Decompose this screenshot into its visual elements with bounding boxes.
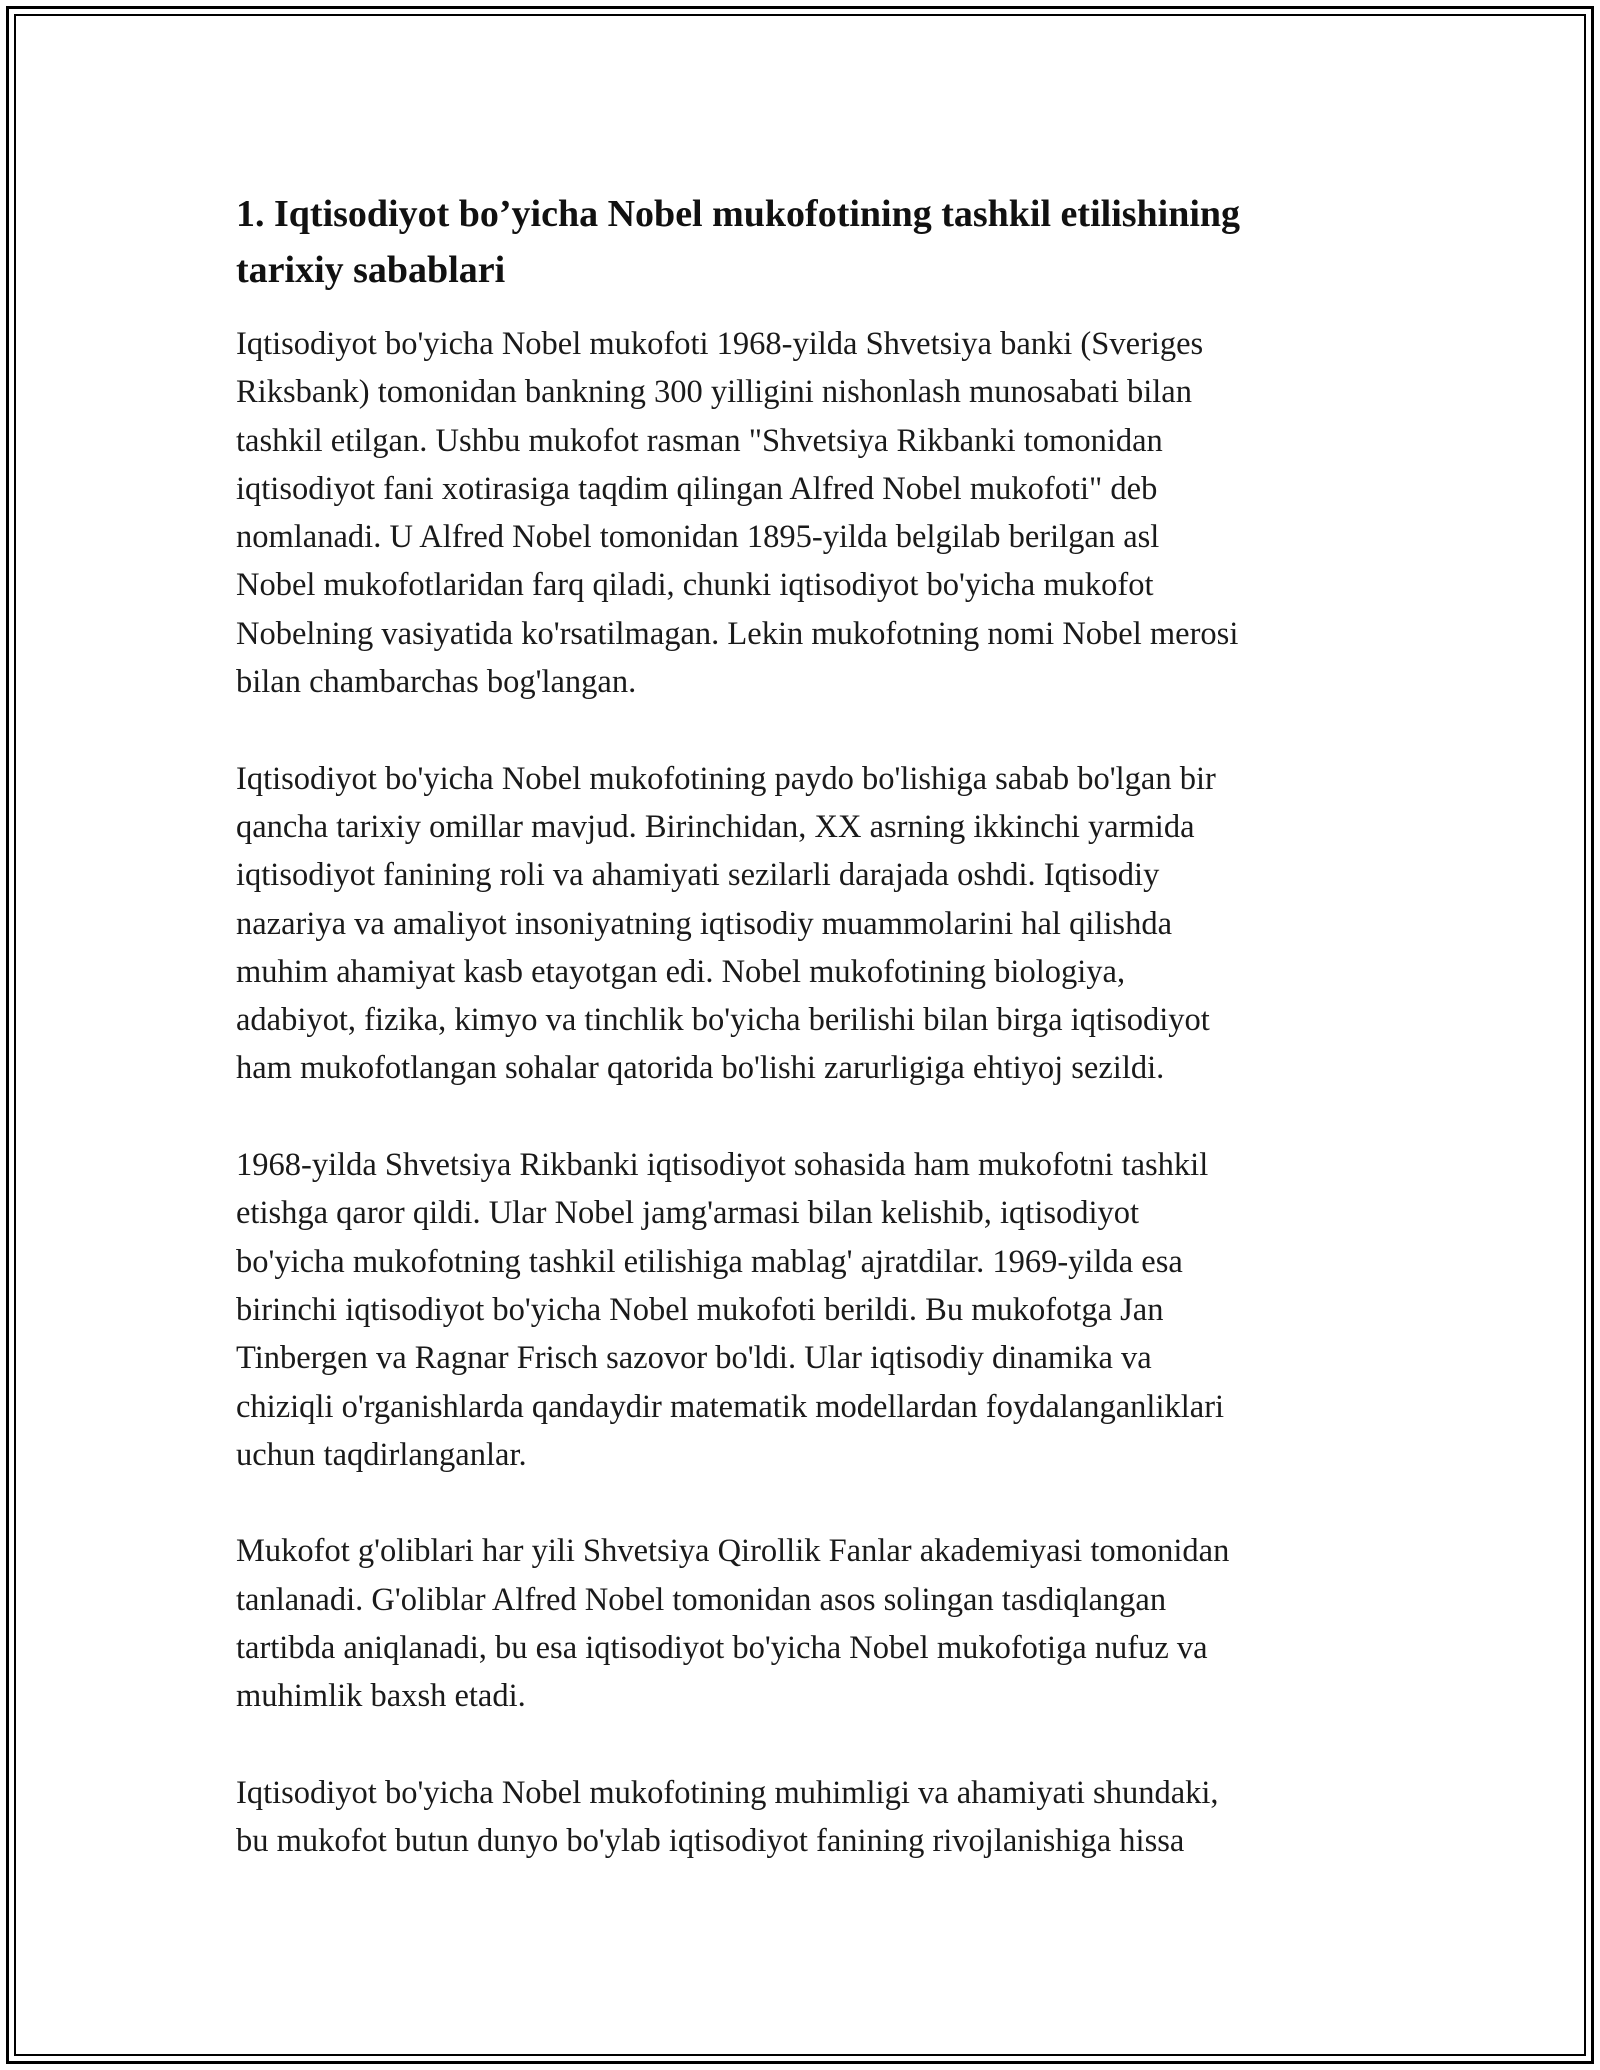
text-line: Nobelning vasiyatida ko'rsatilmagan. Lekin mukofotning nomi Nobel merosi (236, 615, 1239, 652)
text-line: Iqtisodiyot bo'yicha Nobel mukofotining paydo bo'lishiga sabab bo'lgan bir (236, 760, 1216, 797)
text-line: bu mukofot butun dunyo bo'ylab iqtisodiyot fanining rivojlanishiga hissa (236, 1823, 1185, 1860)
text-line: bo'yicha mukofotning tashkil etilishiga mablag' ajratdilar. 1969-yilda esa (236, 1243, 1183, 1280)
text-line: muhimlik baxsh etadi. (236, 1678, 526, 1715)
text-line: Iqtisodiyot bo'yicha Nobel mukofotining muhimligi va ahamiyati shundaki, (236, 1774, 1219, 1811)
text-line: birinchi iqtisodiyot bo'yicha Nobel mukofoti berildi. Bu mukofotga Jan (236, 1291, 1164, 1328)
paragraph-2 (236, 755, 1386, 1093)
paragraph-5 (236, 1769, 1386, 1866)
text-line: adabiyot, fizika, kimyo va tinchlik bo'yicha berilishi bilan birga iqtisodiyot (236, 1002, 1210, 1039)
text-line: uchun taqdirlanganlar. (236, 1436, 527, 1473)
text-line: nomlanadi. U Alfred Nobel tomonidan 1895-yilda belgilab berilgan asl (236, 519, 1160, 556)
text-line: iqtisodiyot fanining roli va ahamiyati sezilarli darajada oshdi. Iqtisodiy (236, 857, 1160, 894)
text-line: Iqtisodiyot bo'yicha Nobel mukofoti 1968-yilda Shvetsiya banki (Sveriges (236, 326, 1204, 362)
heading-line: 1. Iqtisodiyot bo’yicha Nobel mukofotining tashkil etilishining (236, 193, 1241, 235)
text-line: Mukofot g'oliblari har yili Shvetsiya Qirollik Fanlar akademiyasi tomonidan (236, 1533, 1230, 1570)
text-line: ham mukofotlangan sohalar qatorida bo'lishi zarurligiga ehtiyoj sezildi. (236, 1050, 1165, 1087)
text-line: 1968-yilda Shvetsiya Rikbanki iqtisodiyot sohasida ham mukofotni tashkil (236, 1147, 1209, 1184)
text-line: chiziqli o'rganishlarda qandaydir matematik modellardan foydalanganliklari (236, 1388, 1225, 1425)
text-line: Nobel mukofotlaridan farq qiladi, chunki iqtisodiyot bo'yicha mukofot (236, 567, 1154, 604)
text-line: iqtisodiyot fani xotirasiga taqdim qilingan Alfred Nobel mukofoti" deb (236, 470, 1158, 507)
text-line: muhim ahamiyat kasb etayotgan edi. Nobel mukofotining biologiya, (236, 953, 1126, 990)
paragraph-1 (236, 320, 1386, 706)
document-body (236, 186, 1386, 1914)
heading-line: tarixiy sabablari (236, 249, 506, 291)
text-line: tanlanadi. G'oliblar Alfred Nobel tomonidan asos solingan tasdiqlangan (236, 1581, 1167, 1618)
paragraph-4 (236, 1527, 1386, 1720)
text-line: Tinbergen va Ragnar Frisch sazovor bo'ldi. Ular iqtisodiy dinamika va (236, 1340, 1152, 1377)
text-line: tashkil etilgan. Ushbu mukofot rasman "Shvetsiya Rikbanki tomonidan (236, 422, 1163, 459)
text-line: nazariya va amaliyot insoniyatning iqtisodiy muammolarini hal qilishda (236, 905, 1172, 942)
text-line: etishga qaror qildi. Ular Nobel jamg'armasi bilan kelishib, iqtisodiyot (236, 1195, 1140, 1232)
text-line: qancha tarixiy omillar mavjud. Birinchidan, XX asrning ikkinchi yarmida (236, 808, 1195, 845)
text-line: tartibda aniqlanadi, bu esa iqtisodiyot bo'yicha Nobel mukofotiga nufuz va (236, 1630, 1208, 1667)
paragraph-3 (236, 1141, 1386, 1479)
section-heading (236, 186, 1386, 298)
text-line: Riksbank) tomonidan bankning 300 yilligini nishonlash munosabati bilan (236, 374, 1192, 411)
text-line: bilan chambarchas bog'langan. (236, 664, 637, 701)
